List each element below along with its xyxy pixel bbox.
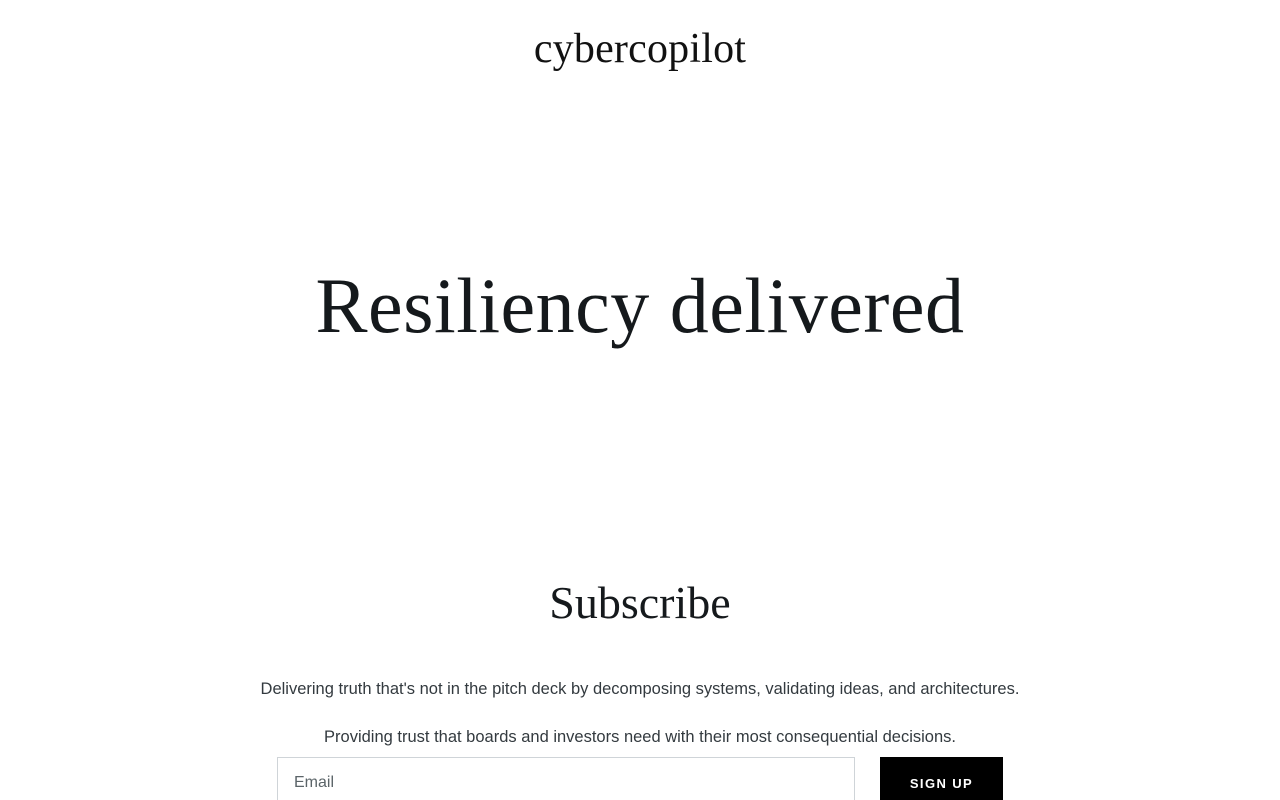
subscribe-heading: Subscribe — [549, 577, 731, 628]
page-title: Resiliency delivered — [315, 262, 965, 349]
sign-up-button[interactable]: SIGN UP — [880, 757, 1003, 800]
site-brand[interactable]: cybercopilot — [533, 26, 747, 72]
subscribe-section — [0, 570, 1280, 750]
subscribe-description-line-2: Providing trust that boards and investors need with their most consequential decisions. — [324, 728, 956, 746]
email-field[interactable] — [277, 757, 855, 800]
subscribe-description-line-1: Delivering truth that's not in the pitch deck by decomposing systems, validating ideas, and architectures. — [260, 680, 1020, 698]
signup-form — [277, 757, 1003, 800]
hero-section — [0, 258, 1280, 354]
